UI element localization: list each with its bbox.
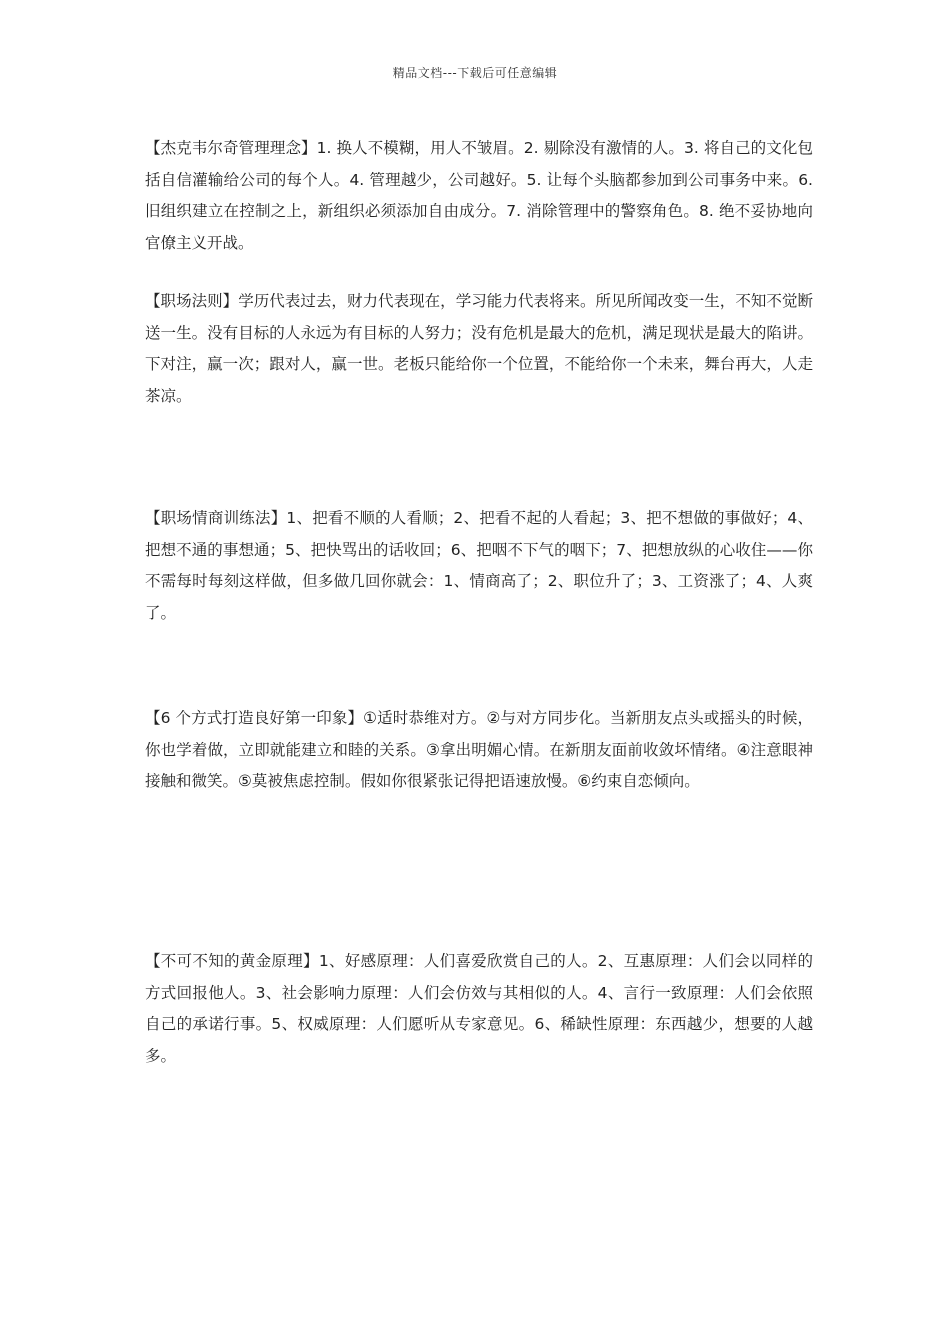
paragraph-welch-management: [145, 133, 813, 259]
paragraph-title: 【6 个方式打造良好第一印象】: [145, 709, 364, 727]
paragraph-workplace-rules: [145, 286, 813, 412]
paragraph-title: 【职场法则】: [145, 292, 239, 310]
paragraph-title: 【职场情商训练法】: [145, 509, 287, 527]
paragraph-body: 1、把看不顺的人看顺；2、把看不起的人看起；3、把不想做的事做好；4、把想不通的事想通；5、把快骂出的话收回；6、把咽不下气的咽下；7、把想放纵的心收住——你不需每时每刻这样做，但多做几回你就会：1、情商高了；2、职位升了；3、工资涨了；4、人爽了。: [145, 509, 813, 622]
paragraph-title: 【杰克韦尔奇管理理念】: [145, 139, 317, 157]
page-header: 精品文档---下载后可任意编辑: [392, 66, 558, 80]
paragraph-eq-training: [145, 503, 813, 629]
paragraph-title: 【不可不知的黄金原理】: [145, 952, 319, 970]
paragraph-body: 1. 换人不模糊，用人不皱眉。2. 剔除没有激情的人。3. 将自己的文化包括自信灌输给公司的每个人。4. 管理越少，公司越好。5. 让每个头脑都参加到公司事务中来。6. 旧组织建立在控制之上，新组织必须添加自由成分。7. 消除管理中的警察角色。8. 绝不妥协地向官僚主义开战。: [145, 139, 813, 252]
paragraph-body: ①适时恭维对方。②与对方同步化。当新朋友点头或摇头的时候，你也学着做，立即就能建立和睦的关系。③拿出明媚心情。在新朋友面前收敛坏情绪。④注意眼神接触和微笑。⑤莫被焦虑控制。假如你很紧张记得把语速放慢。⑥约束自恋倾向。: [145, 709, 813, 790]
paragraph-first-impression: [145, 703, 813, 798]
paragraph-body: 学历代表过去，财力代表现在，学习能力代表将来。所见所闻改变一生，不知不觉断送一生。没有目标的人永远为有目标的人努力；没有危机是最大的危机，满足现状是最大的陷讲。下对注，赢一次；跟对人，赢一世。老板只能给你一个位置，不能给你一个未来，舞台再大，人走茶凉。: [145, 292, 813, 405]
paragraph-golden-principles: [145, 946, 813, 1072]
paragraph-body: 1、好感原理：人们喜爱欣赏自己的人。2、互惠原理：人们会以同样的方式回报他人。3、社会影响力原理：人们会仿效与其相似的人。4、言行一致原理：人们会依照自己的承诺行事。5、权威原理：人们愿听从专家意见。6、稀缺性原理：东西越少，想要的人越多。: [145, 952, 813, 1065]
